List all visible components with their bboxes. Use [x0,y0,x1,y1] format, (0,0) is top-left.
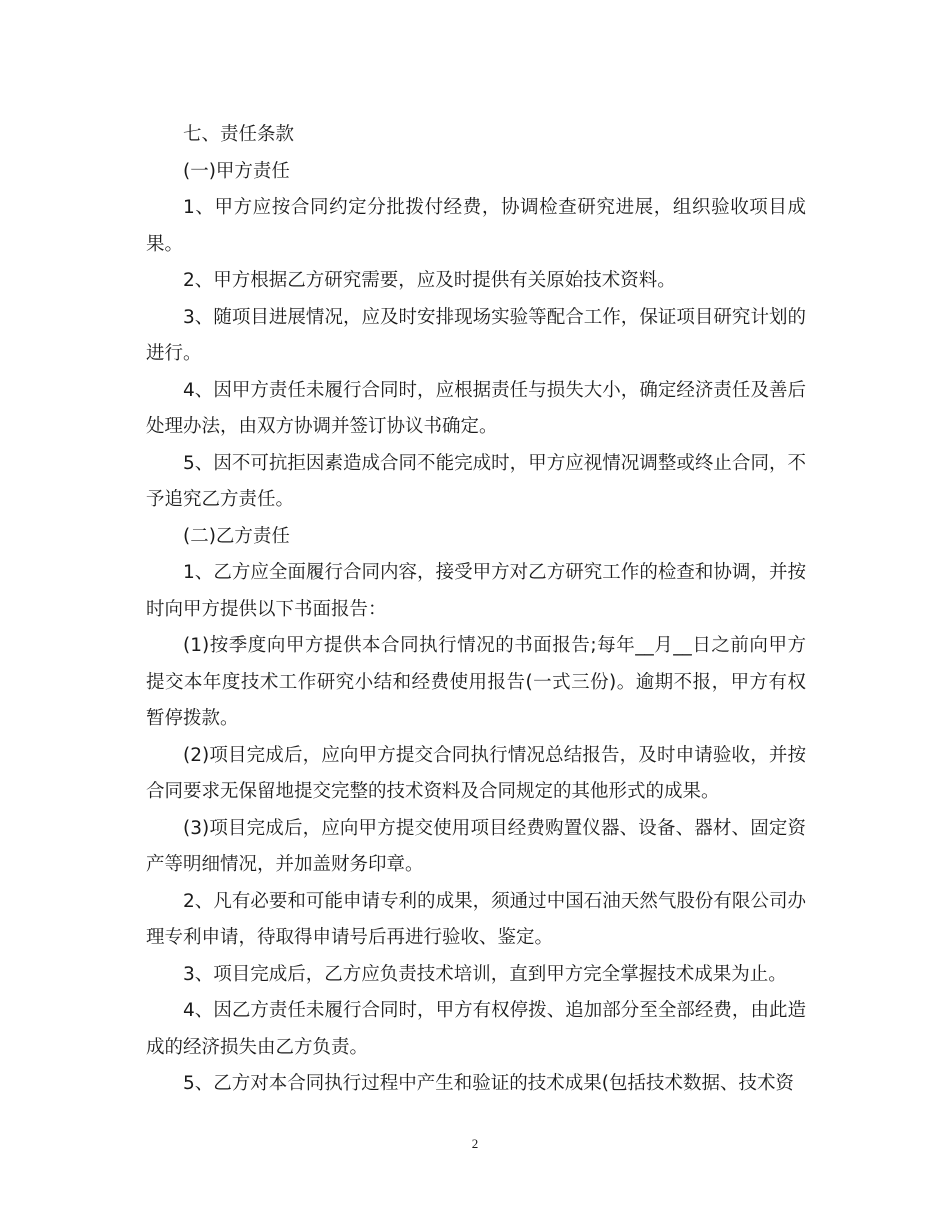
document-body [146,117,806,1103]
paragraph-party-b-5: 5、乙方对本合同执行过程中产生和验证的技术成果(包括技术数据、技术资 [183,1073,794,1094]
paragraph-party-a-2: 2、甲方根据乙方研究需要，应及时提供有关原始技术资料。 [183,270,676,291]
paragraph-party-a-3: 3、随项目进展情况，应及时安排现场实验等配合工作，保证项目研究计划的进行。 [146,306,806,364]
page-number: 2 [471,1136,479,1151]
paragraph-party-b-3: 3、项目完成后，乙方应负责技术培训，直到甲方完全掌握技术成果为止。 [183,963,787,985]
paragraph-party-b-1-item-2: (2)项目完成后，应向甲方提交合同执行情况总结报告，及时申请验收，并按合同要求无保留地提交完整的技术资料及合同规定的其他形式的成果。 [146,744,806,802]
section-heading-liability: 七、责任条款 [183,124,295,145]
subsection-heading-party-a: (一)甲方责任 [183,160,290,182]
paragraph-party-b-1: 1、乙方应全面履行合同内容，接受甲方对乙方研究工作的检查和协调，并按时向甲方提供以下书面报告： [146,562,806,620]
subsection-heading-party-b: (二)乙方责任 [183,525,290,547]
paragraph-party-b-2: 2、凡有必要和可能申请专利的成果，须通过中国石油天然气股份有限公司办理专利申请，待取得申请号后再进行验收、鉴定。 [146,890,806,948]
paragraph-party-a-5: 5、因不可抗拒因素造成合同不能完成时，甲方应视情况调整或终止合同，不予追究乙方责任。 [146,452,806,510]
paragraph-party-b-1-item-3: (3)项目完成后，应向甲方提交使用项目经费购置仪器、设备、器材、固定资产等明细情况，并加盖财务印章。 [146,817,806,875]
paragraph-party-a-4: 4、因甲方责任未履行合同时，应根据责任与损失大小，确定经济责任及善后处理办法，由双方协调并签订协议书确定。 [146,379,806,437]
paragraph-party-b-1-item-1: (1)按季度向甲方提供本合同执行情况的书面报告;每年__月__日之前向甲方提交本年度技术工作研究小结和经费使用报告(一式三份)。逾期不报，甲方有权暂停拨款。 [146,635,806,729]
paragraph-party-a-1: 1、甲方应按合同约定分批拨付经费，协调检查研究进展，组织验收项目成果。 [146,197,806,255]
paragraph-party-b-4: 4、因乙方责任未履行合同时，甲方有权停拨、追加部分至全部经费，由此造成的经济损失由乙方负责。 [146,1000,806,1058]
